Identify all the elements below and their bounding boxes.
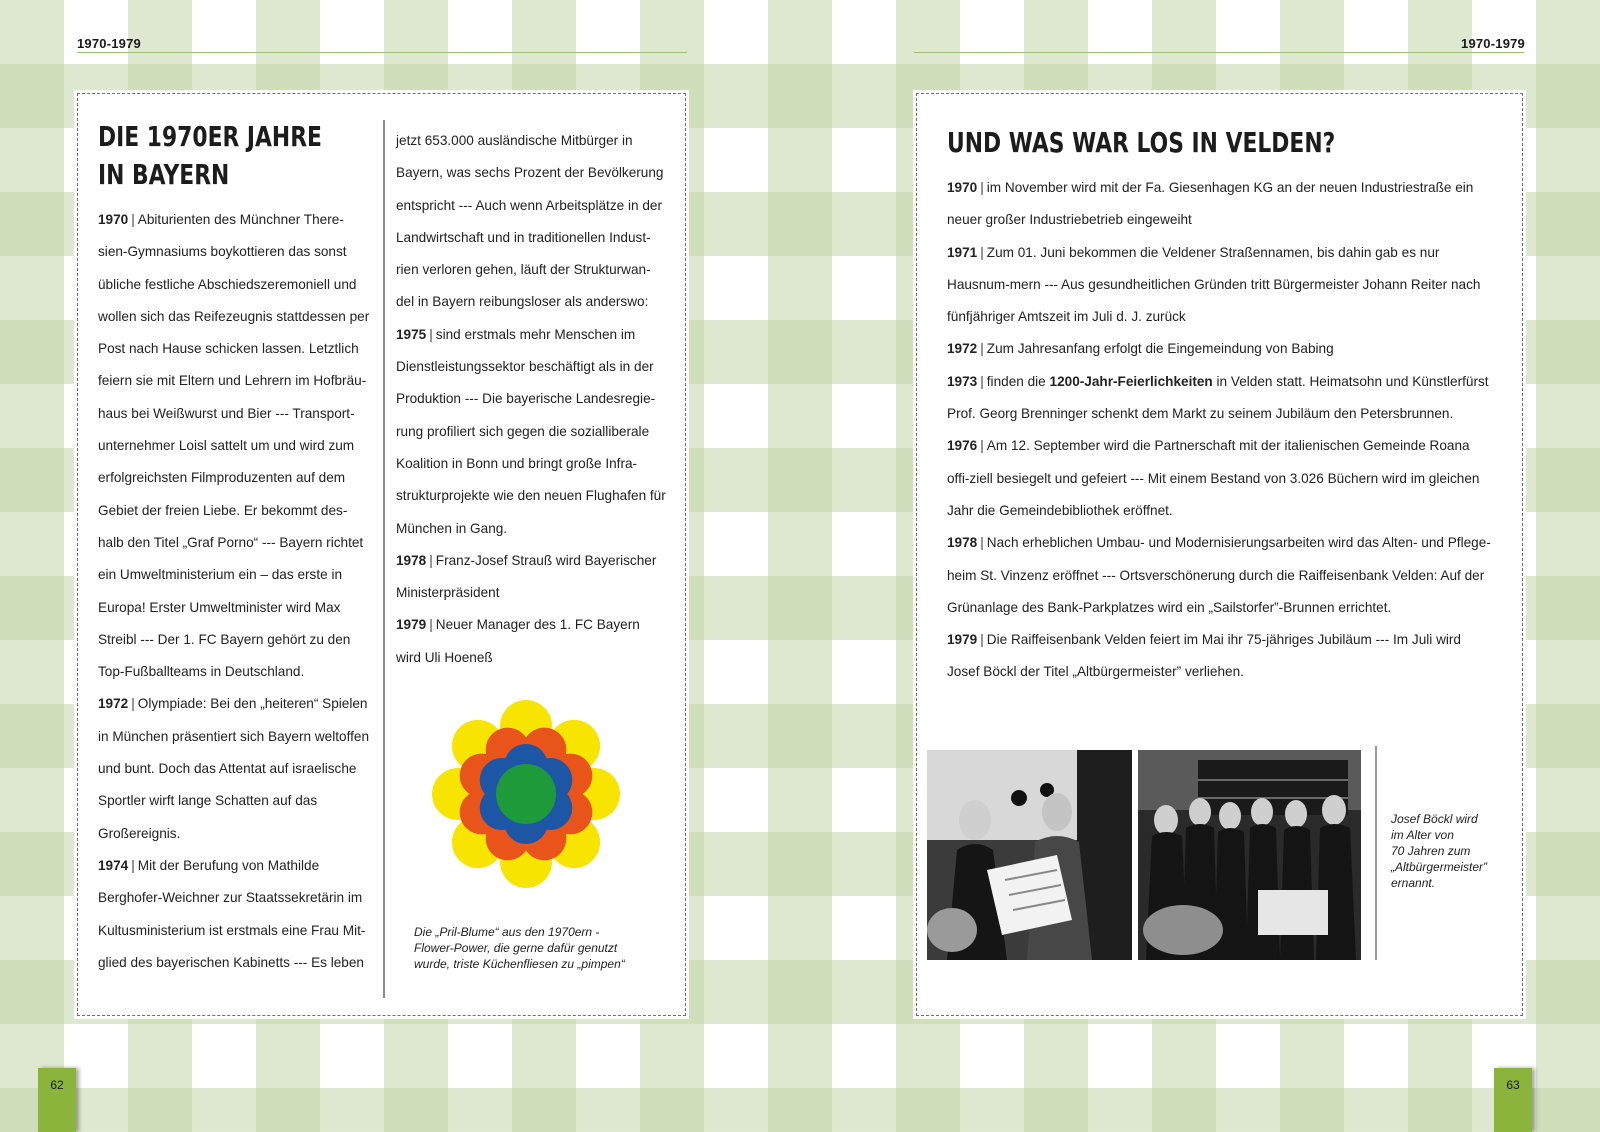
separator: |: [429, 552, 433, 568]
separator: |: [980, 244, 984, 260]
separator: |: [429, 617, 433, 633]
entry-text: Die Raiffeisenbank Velden feiert im Mai ihr 75-jähriges Jubiläum --- Im Juli wird Josef Böckl der Titel „Altbürgermeister” verliehen.: [947, 632, 1461, 680]
year-label: 1979: [947, 632, 978, 648]
chronicle-entry-bavaria: [396, 545, 668, 610]
running-head-rule-left: [77, 52, 687, 53]
chronicle-entry-bavaria: [396, 319, 668, 545]
right-page: [800, 0, 1600, 1132]
year-label: 1974: [98, 857, 129, 873]
column-2-intro: jetzt 653.000 ausländische Mitbürger in Bayern, was sechs Prozent der Bevölkerung entspricht --- Auch wenn Arbeitsplätze in der Landwirtschaft und in traditionellen Indust-rien verloren gehen, läuft der Strukturwan-del in Bayern reibungsloser als anderswo:: [396, 133, 664, 310]
photo-caption-divider: [1375, 746, 1377, 960]
chronicle-entry-velden: [947, 172, 1492, 237]
column-divider: [383, 120, 385, 998]
chronicle-entry-bavaria: [98, 204, 370, 688]
entry-text: Franz-Josef Strauß wird Bayerischer Ministerpräsident: [396, 552, 657, 601]
year-label: 1973: [947, 373, 978, 389]
running-head-right: 1970-1979: [1461, 36, 1525, 51]
entry-text: Zum 01. Juni bekommen die Veldener Straßennamen, bis dahin gab es nur Hausnum-mern --- Aus gesundheitlichen Gründen tritt Bürgermeister Johann Reiter nach fünfjähriger Amtszeit im Juli d. J. zurück: [947, 244, 1481, 325]
photo-boeckl-group: [1138, 750, 1361, 960]
chronicle-entry-velden: [947, 366, 1492, 431]
running-head-rule-right: [914, 52, 1524, 53]
caption-line: „Altbürgermeister”: [1391, 860, 1488, 874]
flower-center: [496, 764, 556, 824]
year-label: 1978: [947, 535, 978, 551]
entry-text: Mit der Berufung von Mathilde Berghofer-Weichner zur Staatssekretärin im Kultusministerium ist erstmals eine Frau Mit-glied des bayerischen Kabinetts --- Es leben: [98, 857, 366, 970]
photo-boeckl-certificate: [927, 750, 1132, 960]
chronicle-entry-bavaria: [396, 609, 668, 674]
entry-text: Abiturienten des Münchner There-sien-Gymnasiums boykottieren das sonst übliche festliche Abschiedszeremoniell und wollen sich das Reifezeugnis stattdessen per Post nach Hause schicken lassen. Letztlich feiern sie mit Eltern und Lehrern im Hofbräu-haus bei Weißwurst und Bier --- Transport-unternehmer Loisl sattelt um und wird zum erfolgreichsten Filmproduzenten auf dem Gebiet der freien Liebe. Er bekommt des-halb den Titel „Graf Porno“ --- Bayern richtet ein Umweltministerium ein – das erste in Europa! Erster Umweltminister wird Max Streibl --- Der 1. FC Bayern gehört zu den Top-Fußballteams in Deutschland.: [98, 212, 370, 680]
page-number-right: 63: [1494, 1068, 1532, 1132]
text-column-1: [98, 204, 370, 979]
separator: |: [980, 341, 984, 357]
year-label: 1971: [947, 244, 978, 260]
entry-text: in Velden statt. Heimatsohn und Künstlerfürst Prof. Georg Brenninger schenkt dem Markt zu seinem Jubiläum den Petersbrunnen.: [947, 373, 1489, 422]
page-number-left: 62: [38, 1068, 76, 1132]
caption-boeckl: [1391, 811, 1521, 891]
separator: |: [131, 696, 135, 712]
caption-pril-flower: [414, 924, 664, 972]
entry-text: Nach erheblichen Umbau- und Modernisierungsarbeiten wird das Alten- und Pflege-heim St. Vinzenz eröffnet --- Ortsverschönerung durch die Raiffeisenbank Velden: Auf der Grünanlage des Bank-Parkplatzes wird ein „Sailstorfer”-Brunnen errichtet.: [947, 535, 1491, 615]
entry-text: Zum Jahresanfang erfolgt die Eingemeindung von Babing: [986, 341, 1334, 357]
separator: |: [131, 857, 135, 873]
separator: |: [980, 632, 984, 648]
text-column-2: [396, 125, 668, 674]
entry-text: im November wird mit der Fa. Giesenhagen KG an der neuen Industriestraße ein neuer großer Industriebetrieb eingeweiht: [947, 180, 1474, 228]
headline-velden: UND WAS WAR LOS IN VELDEN?: [947, 126, 1336, 159]
year-label: 1970: [947, 180, 978, 195]
year-label: 1972: [98, 696, 129, 712]
separator: |: [131, 212, 135, 227]
pril-flower-illustration: [426, 694, 626, 894]
headline-line-2: IN BAYERN: [98, 158, 230, 191]
entry-text: sind erstmals mehr Menschen im Dienstleistungssektor beschäftigt als in der Produktion --- Die bayerische Landesregie-rung profiliert sich gegen die sozialliberale Koalition in Bonn und bringt große Infra-strukturprojekte wie den neuen Flughafen für München in Gang.: [396, 326, 666, 536]
entry-text: Am 12. September wird die Partnerschaft mit der italienischen Gemeinde Roana offi-ziell besiegelt und gefeiert --- Mit einem Bestand von 3.026 Büchern wird im gleichen Jahr die Gemeindebibliothek eröffnet.: [947, 438, 1480, 518]
year-label: 1975: [396, 326, 427, 342]
year-label: 1972: [947, 341, 978, 357]
chronicle-entry-velden: [947, 333, 1492, 365]
chronicle-entry-velden: [947, 430, 1492, 527]
headline-line-1: DIE 1970ER JAHRE: [98, 120, 322, 153]
article-box-velden: [916, 93, 1523, 1016]
caption-line: wurde, triste Küchenfliesen zu „pimpen“: [414, 957, 625, 971]
caption-line: im Alter von: [1391, 828, 1454, 842]
separator: |: [980, 438, 984, 454]
separator: |: [980, 373, 984, 389]
separator: |: [980, 535, 984, 551]
chronicle-entry-velden: [947, 527, 1492, 624]
caption-line: 70 Jahren zum: [1391, 844, 1471, 858]
entry-highlight: 1200-Jahr-Feierlichkeiten: [1049, 373, 1213, 389]
year-label: 1978: [396, 552, 427, 568]
chronicle-entry-bavaria: [98, 850, 370, 979]
entry-text: Neuer Manager des 1. FC Bayern wird Uli Hoeneß: [396, 617, 640, 665]
chronicle-entry-velden: [947, 237, 1492, 334]
running-head-left: 1970-1979: [77, 36, 141, 51]
caption-line: Josef Böckl wird: [1391, 812, 1478, 826]
caption-line: Die „Pril-Blume“ aus den 1970ern -: [414, 925, 600, 939]
separator: |: [429, 326, 433, 342]
headline-bavaria: [98, 118, 322, 194]
separator: |: [980, 180, 984, 195]
chronicle-entry-bavaria: [98, 688, 370, 849]
year-label: 1979: [396, 617, 427, 633]
year-label: 1976: [947, 438, 978, 454]
article-box-bavaria: [77, 93, 686, 1016]
velden-chronicle: [947, 172, 1492, 689]
entry-text: finden die: [986, 373, 1046, 389]
caption-line: ernannt.: [1391, 876, 1436, 890]
entry-text: Olympiade: Bei den „heiteren“ Spielen in München präsentiert sich Bayern weltoffen und bunt. Doch das Attentat auf israelische Sportler wirft lange Schatten auf das Großereignis.: [98, 696, 370, 841]
year-label: 1970: [98, 212, 129, 227]
chronicle-entry-velden: [947, 624, 1492, 689]
caption-line: Flower-Power, die gerne dafür genutzt: [414, 941, 618, 955]
